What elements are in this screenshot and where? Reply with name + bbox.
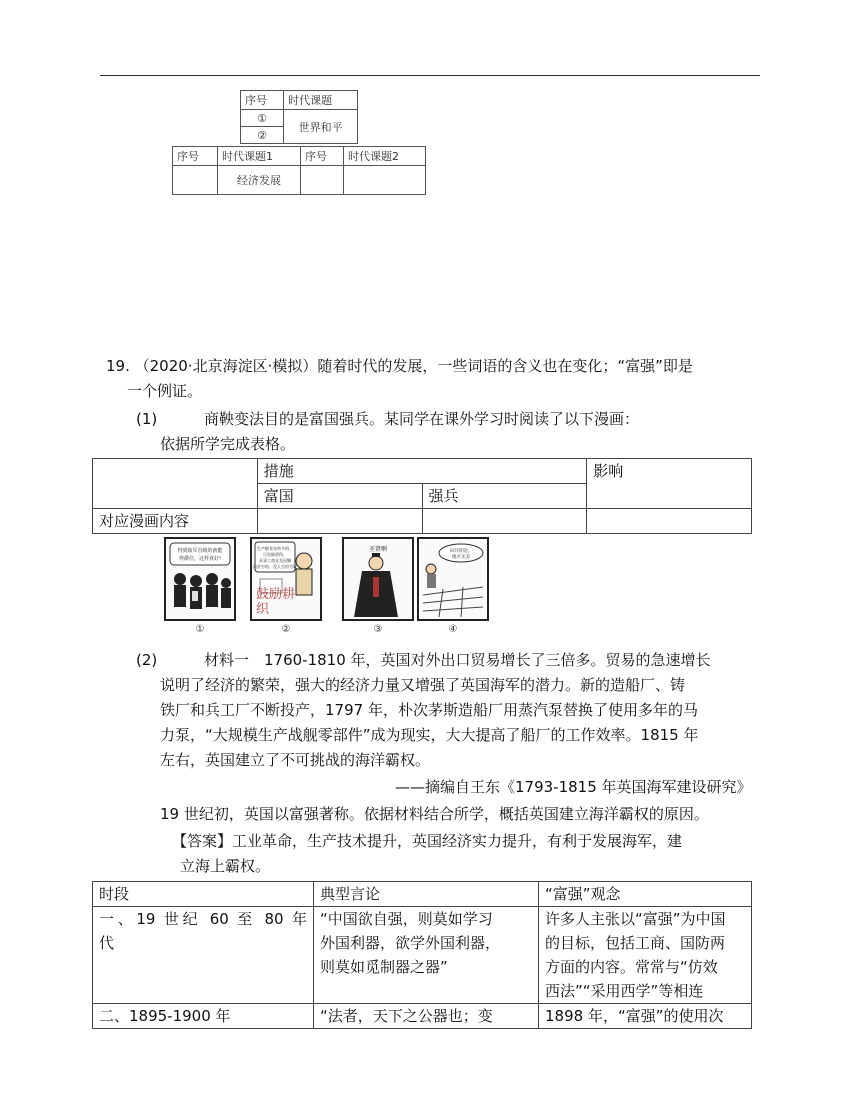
table-row [93,1004,752,1029]
soldiers-illustration [166,539,234,619]
comic-panel-3 [342,537,414,621]
svg-text:圣贤啊: 圣贤啊 [368,546,388,553]
cell-line: 许多人主张以“富强”为中国 [545,910,726,928]
period-cell [93,1004,314,1029]
svg-text:得爵位，这样真好!: 得爵位，这样真好! [178,556,222,562]
comic-strip [164,537,489,635]
material-line: 左右，英国建立了不可挑战的海洋霸权。 [160,751,431,769]
svg-text:从事工商业及因懒: 从事工商业及因懒 [259,558,291,563]
speech-cell [314,1004,539,1029]
table-header: 时代课题 [284,91,358,110]
part1-text: 商鞅变法目的是富国强兵。某同学在课外学习时阅读了以下漫画： [204,410,640,428]
question-text: 19 世纪初，英国以富强著称。依据材料结合所学，概括英国建立海洋霸权的原因。 [160,805,709,823]
table-cell: ② [241,127,284,144]
table-cell [93,459,258,509]
fuqiang-table [92,881,752,1029]
table-cell [344,166,426,195]
table-row [93,907,752,1004]
era-topic-table-1 [240,90,358,144]
comic-panel-4 [417,537,489,621]
answer-text-cont: 立海上霸权。 [180,857,271,875]
table-cell [173,166,218,195]
part1-number: (1) [136,410,158,428]
answer-text: 【答案】工业革命，生产技术提升，英国经济实力提升，有利于发展海军，建 [172,832,683,850]
part2-number: (2) [136,651,158,669]
cell-line: 西法”“采用西学”等相连 [545,982,704,1000]
comic-label-2: ② [281,624,291,635]
comic-panel-1 [164,537,236,621]
cell-line: 一、19 世纪 60 至 80 年 [99,910,307,928]
rich-country-header: 富国 [257,484,422,509]
era-topic-table-2 [172,146,426,195]
land-illustration [419,539,487,619]
table-header: 时代课题1 [218,147,301,166]
comic-panel-2 [250,537,322,621]
svg-text:得到敌军首级的就能: 得到敌军首级的就能 [177,548,223,554]
svg-text:田开阡陌，: 田开阡陌， [449,549,473,554]
table-cell [587,509,752,534]
question-stem: 19. （2020·北京海淀区·模拟）随着时代的发展，一些词语的含义也在变化；“富强”即是 [106,357,693,375]
cell-line: 代 [99,934,115,952]
cell-line: 外国利器，欲学外国利器， [320,934,501,952]
table-cell [301,166,344,195]
official-illustration [344,539,412,619]
table-cell [422,509,587,534]
svg-text:而贫穷的，没入官府为奴: 而贫穷的，没入官府为奴 [253,564,297,569]
svg-text:生产粮食布帛多的，: 生产粮食布帛多的， [257,546,293,551]
speech-cell [314,907,539,1004]
question-stem-cont: 一个例证。 [127,382,203,400]
cell-line: 的目标，包括工商、国防两 [545,934,726,952]
cell-line: 1898 年，“富强”的使用次 [545,1007,724,1025]
table-cell: 经济发展 [218,166,301,195]
speech-header: 典型言论 [314,882,539,907]
svg-text:地可买卖: 地可买卖 [452,555,470,560]
table-header: 时代课题2 [344,147,426,166]
row-label: 对应漫画内容 [93,509,258,534]
cell-line: “法者，天下之公器也；变 [320,1007,493,1025]
part1-instruction: 依据所学完成表格。 [160,435,296,453]
table-cell: 世界和平 [284,110,358,144]
table-cell [257,509,422,534]
idea-cell [539,907,752,1004]
header-rule [100,75,760,76]
period-cell [93,907,314,1004]
cell-line: 则莫如觅制器之器” [320,958,448,976]
comic-label-3: ③ [373,624,383,635]
cell-line: 方面的内容。常常与“仿效 [545,958,718,976]
table-cell: ① [241,110,284,127]
impact-header: 影响 [587,459,752,509]
encourage-farming-caption: 鼓励耕织 [256,587,296,617]
cell-line: 二、1895-1900 年 [99,1007,231,1025]
comic-label-4: ④ [448,624,458,635]
material-line: 力泵，“大规模生产战舰零部件”成为现实，大大提高了船厂的工作效率。1815 年 [160,726,699,744]
idea-header: “富强”观念 [539,882,752,907]
idea-cell [539,1004,752,1029]
cell-line: “中国欲自强，则莫如学习 [320,910,493,928]
table-header: 序号 [241,91,284,110]
table-header: 序号 [301,147,344,166]
strong-army-header: 强兵 [422,484,587,509]
table-header: 序号 [173,147,218,166]
material-line: 材料一 1760-1810 年，英国对外出口贸易增长了三倍多。贸易的急速增长 [204,651,711,669]
comic-label-1: ① [195,624,205,635]
period-header: 时段 [93,882,314,907]
measures-header: 措施 [257,459,587,484]
svg-text:可免除徭役；: 可免除徭役； [263,552,287,557]
material-source: ——摘编自王东《1793-1815 年英国海军建设研究》 [395,778,752,796]
reform-table [92,458,752,534]
material-line: 铁厂和兵工厂不断投产，1797 年，朴次茅斯造船厂用蒸汽泵替换了使用多年的马 [160,701,698,719]
material-line: 说明了经济的繁荣，强大的经济力量又增强了英国海军的潜力。新的造船厂、铸 [160,676,686,694]
